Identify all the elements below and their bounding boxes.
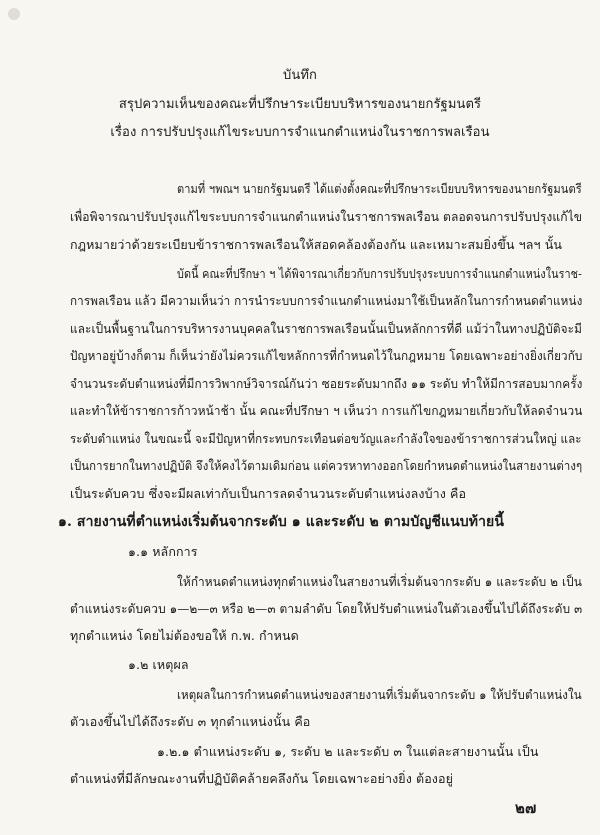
subsection-1-2-1-line-2: ตำแหน่งที่มีลักษณะงานที่ปฏิบัติคล้ายคลึงกัน โดยเฉพาะอย่างยิ่ง ต้องอยู่ bbox=[70, 771, 454, 786]
subsection-1-1-line-2: ตำแหน่งระดับควบ ๑—๒—๓ หรือ ๒—๓ ตามลำดับ โดยให้ปรับตำแหน่งในตัวเองขึ้นไปได้ถึงระดับ ๓ bbox=[70, 601, 583, 616]
page-number: ๒๗ bbox=[515, 799, 537, 817]
paragraph-2-line-9: เป็นระดับควบ ซึ่งจะมีผลเท่ากับเป็นการลดจำนวนระดับตำแหน่งลงบ้าง คือ bbox=[70, 486, 467, 501]
subsection-1-1-line-3: ทุกตำแหน่ง โดยไม่ต้องขอให้ ก.พ. กำหนด bbox=[70, 628, 299, 643]
paragraph-2-line-5: จำนวนระดับตำแหน่งที่มีการวิพากษ์วิจารณ์กันว่า ซอยระดับมากถึง ๑๑ ระดับ ทำให้มีการสอบมากครั้ง bbox=[70, 376, 583, 391]
paragraph-1-line-1: ตามที่ ฯพณฯ นายกรัฐมนตรี ได้แต่งตั้งคณะที่ปรึกษาระเบียบบริหารของนายกรัฐมนตรี bbox=[177, 181, 582, 196]
subsection-1-1-heading: ๑.๑ หลักการ bbox=[128, 544, 198, 559]
document-subtitle: สรุปความเห็นของคณะที่ปรึกษาระเบียบบริหารของนายกรัฐมนตรี bbox=[118, 97, 482, 112]
subsection-1-2-1-line-1: ๑.๒.๑ ตำแหน่งระดับ ๑, ระดับ ๒ และระดับ ๓ ในแต่ละสายงานนั้น เป็น bbox=[157, 744, 539, 759]
paragraph-2-line-4: ปัญหาอยู่บ้างก็ตาม ก็เห็นว่ายังไม่ควรแก้ไขหลักการที่กำหนดไว้ในกฎหมาย โดยเฉพาะอย่างยิ่งเกี่ยวกับ bbox=[70, 348, 583, 363]
document-title: บันทึก bbox=[283, 68, 317, 83]
paragraph-1-line-2: เพื่อพิจารณาปรับปรุงแก้ไขระบบการจำแนกตำแหน่งในราชการพลเรือน ตลอดจนการปรับปรุงแก้ไข bbox=[70, 209, 583, 224]
subsection-1-2-line-2: ตัวเองขึ้นไปได้ถึงระดับ ๓ ทุกตำแหน่งนั้น คือ bbox=[70, 714, 311, 729]
subsection-1-1-line-1: ให้กำหนดตำแหน่งทุกตำแหน่งในสายงานที่เริ่มต้นจากระดับ ๑ และระดับ ๒ เป็น bbox=[177, 574, 582, 589]
paragraph-2-line-6: และทำให้ข้าราชการก้าวหน้าช้า นั้น คณะที่ปรึกษา ฯ เห็นว่า การแก้ไขกฎหมายเกี่ยวกับให้ลดจำนวน bbox=[70, 403, 583, 418]
paragraph-2-line-7: ระดับตำแหน่ง ในขณะนี้ จะมีปัญหาที่กระทบกระเทือนต่อขวัญและกำลังใจของข้าราชการส่วนใหญ่ และ bbox=[70, 431, 582, 446]
subsection-1-2-heading: ๑.๒ เหตุผล bbox=[128, 657, 189, 672]
paragraph-2-line-8: เป็นการยากในทางปฏิบัติ จึงให้คงไว้ตามเดิมก่อน แต่ควรหาทางออกโดยกำหนดตำแหน่งในสายงานต่างๆ bbox=[70, 458, 583, 473]
scan-speck-decoration bbox=[8, 8, 20, 20]
paragraph-1-line-3: กฎหมายว่าด้วยระเบียบข้าราชการพลเรือนให้สอดคล้องต้องกัน และเหมาะสมยิ่งขึ้น ฯลฯ นั้น bbox=[70, 237, 562, 252]
paragraph-2-line-2: การพลเรือน แล้ว มีความเห็นว่า การนำระบบการจำแนกตำแหน่งมาใช้เป็นหลักในการกำหนดตำแหน่ง bbox=[70, 293, 583, 308]
paragraph-2-line-3: และเป็นพื้นฐานในการบริหารงานบุคคลในราชการพลเรือนนั้นเป็นหลักการที่ดี แม้ว่าในทางปฏิบัติจะมี bbox=[70, 321, 583, 336]
subsection-1-2-line-1: เหตุผลในการกำหนดตำแหน่งของสายงานที่เริ่มต้นจากระดับ ๑ ให้ปรับตำแหน่งใน bbox=[177, 687, 582, 702]
section-1-heading: ๑. สายงานที่ตำแหน่งเริ่มต้นจากระดับ ๑ และระดับ ๒ ตามบัญชีแนบท้ายนี้ bbox=[58, 514, 504, 530]
document-subject: เรื่อง การปรับปรุงแก้ไขระบบการจำแนกตำแหน่งในราชการพลเรือน bbox=[110, 125, 490, 140]
paragraph-2-line-1: บัดนี้ คณะที่ปรึกษา ฯ ได้พิจารณาเกี่ยวกับการปรับปรุงระบบการจำแนกตำแหน่งในราช- bbox=[177, 266, 582, 281]
